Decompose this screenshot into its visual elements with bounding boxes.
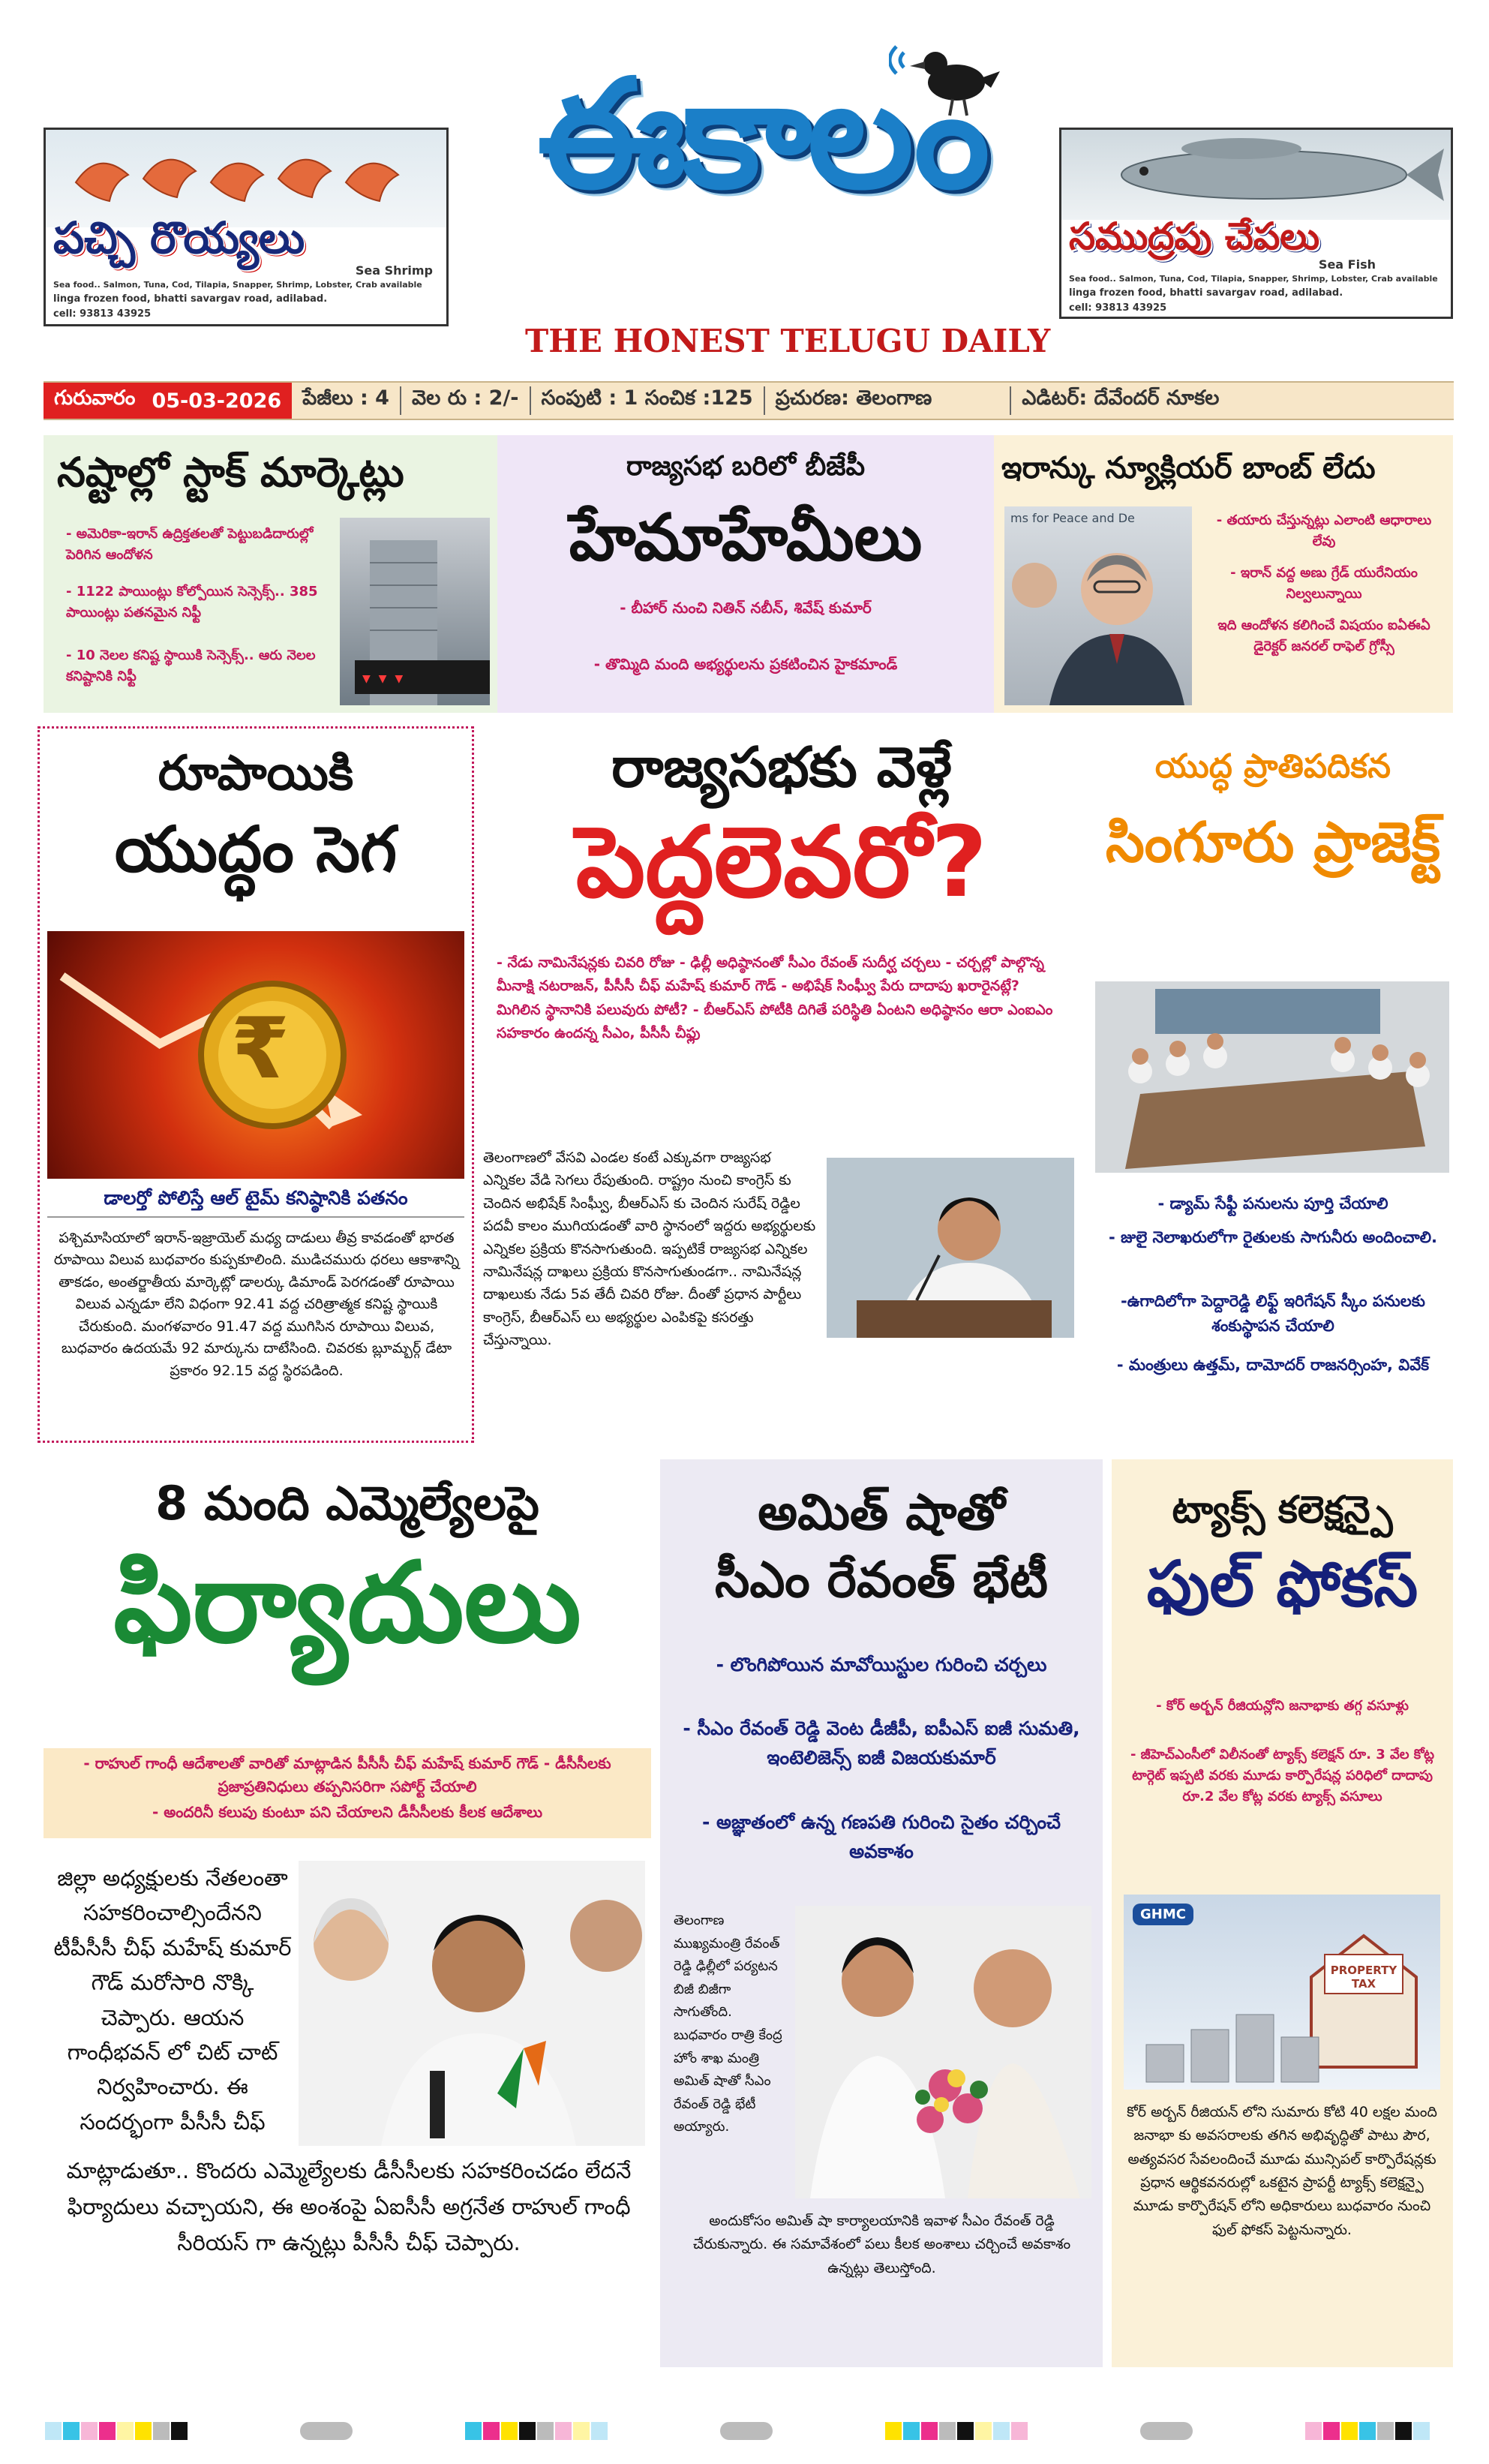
subhead: డాలర్తో పోలిస్తే ఆల్ టైమ్ కనిష్ఠానికి పతనం bbox=[104, 1187, 408, 1209]
ghmc-logo: GHMC bbox=[1133, 1904, 1193, 1925]
ad-address: linga frozen food, bhatti savargav road, adilabad. bbox=[1069, 287, 1343, 299]
story-stock-market[interactable] bbox=[44, 435, 497, 713]
pages: పేజీలు : 4 bbox=[302, 386, 389, 410]
bullet: - కోర్ అర్బన్ రీజియన్లోని జనాభాకు తగ్గ వసూళ్లు bbox=[1156, 1698, 1409, 1714]
headline: పెద్దలెవరో? bbox=[575, 805, 988, 919]
bullet: - అజ్ఞాతంలో ఉన్న గణపతి గురించి సైతం చర్చించే అవకాశం bbox=[701, 1811, 1061, 1862]
headline: సింగూరు ప్రాజెక్ట్ bbox=[1105, 810, 1441, 875]
kicker: 8 మంది ఎమ్మెల్యేలపై bbox=[155, 1476, 539, 1531]
bullet: - తయారు చేస్తున్నట్లు ఎలాంటి ఆధారాలు లేవు bbox=[1216, 512, 1432, 549]
ad-phone: cell: 93813 43925 bbox=[53, 308, 152, 320]
editor: ఎడిటర్: దేవేందర్ నూకల bbox=[1010, 386, 1229, 415]
article-body: కోర్ అర్బన్ రీజియన్ లోని సుమారు కోటి 40 లక్షల మంది జనాభా కు అవసరాలకు తగిన అభివృద్ధితో పాటు పౌర, అత్యవసర సేవలందించే మూడు మున్సిపల్ కార్పొరేషన్లకు ప్రధాన ఆర్థికవనరుల్లో ఒకటైన ప్రాపర్టీ ట్యాక్స్ కలెక్షన్పై మూడు కార్పొరేషన్ లోని అధికారులు బుధవారం నుంచి ఫుల్ ఫోకస్ పెట్టనున్నారు. bbox=[1127, 2104, 1437, 2238]
bullet: - సీఎం రేవంత్ రెడ్డి వెంట డీజీపీ, ఐపీఎస్ ఐజీ సుమతి, ఇంటెలిజెన్స్ ఐజీ విజయకుమార్ bbox=[683, 1717, 1080, 1768]
congress-leaders-photo bbox=[299, 1861, 645, 2146]
ad-subtitle: Sea Fish bbox=[1318, 257, 1376, 272]
day-date bbox=[44, 383, 292, 419]
bullet: - ఇరాన్ వద్ద అణు గ్రేడ్ యురేనియం నిల్వలున్నాయి bbox=[1230, 565, 1418, 602]
issue-date: 05-03-2026 bbox=[152, 389, 282, 413]
bullet: - మంత్రులు ఉత్తమ్, దామోదర్ రాజనర్సింహ, వివేక్ bbox=[1116, 1356, 1430, 1374]
divider bbox=[47, 1216, 464, 1218]
bullet: - డ్యామ్ సేఫ్టీ పనులను పూర్తి చేయాలి bbox=[1157, 1194, 1388, 1212]
amit-shah-revanth-photo bbox=[795, 1906, 1091, 2198]
property-tax-image bbox=[1124, 1895, 1440, 2090]
article-body: జిల్లా అధ్యక్షులకు నేతలంతా సహకరించాల్సిందేనని టీపీసీసీ చీఫ్ మహేష్ కుమార్ గౌడ్ మరోసారి నొక్కి చెప్పారు. ఆయన గాంధీభవన్ లో చిట్ చాట్ నిర్వహించారు. ఈ సందర్భంగా పీసీసీ చీఫ్ bbox=[53, 1865, 292, 2135]
property-tax-label: PROPERTY TAX bbox=[1330, 1964, 1397, 1991]
kicker: రాజ్యసభ బరిలో బీజేపీ bbox=[626, 451, 866, 482]
story-rupee-fall[interactable] bbox=[38, 726, 474, 1443]
story-bjp-rajyasabha[interactable] bbox=[497, 435, 994, 713]
kicker: రాజ్యసభకు వెళ్లే bbox=[611, 735, 952, 800]
bullet: - జీహెచ్ఎంసీలో విలీనంతో ట్యాక్స్ కలెక్షన్ రూ. 3 వేల కోట్ల టార్గెట్ ఇప్పటి వరకు మూడు కార్పొరేషన్ల పరిధిలో దాదాపు రూ.2 వేల కోట్ల వరకు ట్యాక్స్ వసూలు bbox=[1130, 1747, 1435, 1804]
official-photo bbox=[1004, 506, 1192, 705]
article-body: మాట్లాడుతూ.. కొందరు ఎమ్మెల్యేలకు డీసీసీలకు సహకరించడం లేదనే ఫిర్యాదులు వచ్చాయని, ఈ అంశంపై ఏఐసీసీ అగ్రనేత రాహుల్ గాంధీ సీరియస్ గా ఉన్నట్లు పీసీసీ చీఫ్ చెప్పారు. bbox=[66, 2158, 632, 2255]
headline: నష్టాల్లో స్టాక్ మార్కెట్లు bbox=[57, 449, 404, 496]
circulation: ప్రచురణ: తెలంగాణ bbox=[764, 386, 943, 415]
headline: హేమాహేమీలు bbox=[569, 500, 923, 575]
bullet: - బీహార్ నుంచి నితిన్ నబీన్, శివేష్ కుమార్ bbox=[620, 599, 872, 617]
ad-title: పచ్చి రొయ్యలు bbox=[53, 212, 305, 263]
story-amit-shah-meeting[interactable] bbox=[660, 1459, 1103, 2367]
kicker: యుద్ధ ప్రాతిపదికన bbox=[1154, 747, 1391, 786]
issue-info-bar bbox=[44, 381, 1454, 420]
print-color-strip bbox=[1305, 2422, 1430, 2440]
article-body: పశ్చిమాసియాలో ఇరాన్-ఇజ్రాయెల్ మధ్య దాడులు తీవ్ర కావడంతో భారత రూపాయి విలువ బుధవారం కుప్పకూలింది. ముడిచమురు ధరలు ఆకాశాన్ని తాకడం, అంతర్జాతీయ మార్కెట్లో డాలర్కు డిమాండ్ పెరగడంతో రూపాయి విలువ ఎన్నడూ లేని విధంగా 92.41 వద్ద చరిత్రాత్మక కనిష్ట స్థాయికి చేరుకుంది. మంగళవారం 91.47 వద్ద ముగిసిన రూపాయి విలువ, బుధవారం ఉదయమే 92 మార్కును దాటేసింది. చివరకు బ్లూమ్బర్గ్ డేటా ప్రకారం 92.15 వద్ద స్థిరపడింది. bbox=[53, 1230, 460, 1379]
headline: ఫిర్యాదులు bbox=[113, 1538, 581, 1667]
ad-title: సముద్రపు చేపలు bbox=[1069, 214, 1320, 258]
ad-phone: cell: 93813 43925 bbox=[1069, 302, 1167, 314]
article-body: తెలంగాణలో వేసవి ఎండల కంటే ఎక్కువగా రాజ్యసభ ఎన్నికల వేడి సెగలు రేపుతుంది. రాష్ట్రం నుంచి కాంగ్రెస్ కు చెందిన అభిషేక్ సింఘ్వీ, బీఆర్ఎస్ కు చెందిన సురేష్ రెడ్డిల పదవీ కాలం ముగియడంతో వారి స్థానంలో ఇద్దరు అభ్యర్థులకు ఎన్నికల ప్రక్రియ కొనసాగుతుంది. ఇప్పటికే రాజ్యసభ ఎన్నికల నామినేషన్ల దాఖలు ప్రక్రియ కొనసాగుతుండగా.. నామినేషన్ల దాఖలుకు నేడు 5వ తేదీ చివరి రోజు. దీంతో ప్రధాన పార్టీలు కాంగ్రెస్, బీఆర్ఎస్ లు అభ్యర్థుల ఎంపికపై కసరత్తు చేస్తున్నాయి. bbox=[483, 1149, 816, 1349]
bullet: - లొంగిపోయిన మావోయిస్టుల గురించి చర్చలు bbox=[716, 1654, 1047, 1675]
headline: ఫుల్ ఫోకస్ bbox=[1146, 1547, 1418, 1621]
kicker: అమిత్ షాతో bbox=[758, 1483, 1005, 1541]
meeting-photo bbox=[1095, 981, 1449, 1173]
bullet: -ఉగాదిలోగా పెద్దారెడ్డి లిఫ్ట్ ఇరిగేషన్ స్కీం పనులకు శంకుస్థాపన చేయాలి bbox=[1121, 1292, 1425, 1335]
masthead-logo[interactable]: ఈకాలం bbox=[537, 47, 986, 222]
bullet: - తొమ్మిది మంది అభ్యర్థులను ప్రకటించిన హైకమాండ్ bbox=[593, 655, 898, 673]
kicker: ట్యాక్స్ కలెక్షన్పై bbox=[1172, 1488, 1393, 1531]
print-color-strip bbox=[45, 2422, 188, 2440]
bullet: - అమెరికా-ఇరాన్ ఉద్రిక్తతలతో పెట్టుబడిదారుల్లో పెరిగిన ఆందోళన bbox=[66, 526, 314, 563]
registration-mark bbox=[300, 2422, 353, 2440]
bullet: - అందరినీ కలుపు కుంటూ పని చేయాలని డీసీసీలకు కీలక ఆదేశాలు bbox=[152, 1803, 543, 1821]
bullet: - జులై నెలాఖరులోగా రైతులకు సాగునీరు అందించాలి. bbox=[1109, 1228, 1437, 1246]
story-singuru-project[interactable] bbox=[1089, 726, 1457, 1443]
story-rajyasabha-candidates[interactable] bbox=[474, 726, 1089, 1443]
headline: యుద్ధం సెగ bbox=[114, 813, 398, 886]
story-mla-complaints[interactable] bbox=[44, 1459, 651, 2367]
ad-sea-fish bbox=[1059, 128, 1453, 319]
cm-revanth-photo bbox=[827, 1158, 1074, 1338]
rupee-icon: ₹ bbox=[231, 1000, 290, 1098]
svg-text:▼ ▼ ▼: ▼ ▼ ▼ bbox=[362, 671, 404, 687]
print-color-strip bbox=[885, 2422, 1028, 2440]
print-color-strip bbox=[465, 2422, 608, 2440]
bullet: - రాహుల్ గాంధీ ఆదేశాలతో వారితో మాట్లాడిన పీసీసీ చీఫ్ మహేష్ కుమార్ గౌడ్ - డీసీసీలకు ప్రజాప్రతినిధులు తప్పనిసరిగా సపోర్ట్ చేయాలి bbox=[83, 1754, 611, 1795]
masthead-tagline: THE HONEST TELUGU DAILY bbox=[525, 323, 1051, 359]
price: వెల రు : 2/- bbox=[400, 386, 530, 415]
ad-line: Sea food.. Salmon, Tuna, Cod, Tilapia, Snapper, Shrimp, Lobster, Crab available bbox=[1069, 274, 1438, 284]
registration-mark bbox=[1140, 2422, 1193, 2440]
issue-day: గురువారం bbox=[54, 386, 136, 410]
ad-subtitle: Sea Shrimp bbox=[355, 263, 433, 278]
ad-line: Sea food.. Salmon, Tuna, Cod, Tilapia, Snapper, Shrimp, Lobster, Crab available bbox=[53, 280, 422, 290]
rupee-coin-image bbox=[47, 931, 464, 1179]
fish-image bbox=[1061, 130, 1451, 220]
stock-exchange-photo bbox=[340, 518, 490, 705]
bullet: ఇది ఆందోళన కలిగించే విషయం ఐఏఈఏ డైరెక్టర్ జనరల్ రాఫెల్ గ్రోస్సీ bbox=[1217, 618, 1430, 654]
story-iran-nuclear[interactable] bbox=[994, 435, 1453, 713]
bullet: - 1122 పాయింట్లు కోల్పోయిన సెన్సెక్స్.. 385 పాయింట్లు పతనమైన నిఫ్టీ bbox=[66, 584, 318, 621]
headline: సీఎం రేవంత్ భేటీ bbox=[714, 1551, 1048, 1609]
ad-address: linga frozen food, bhatti savargav road, adilabad. bbox=[53, 293, 328, 305]
article-body: తెలంగాణ ముఖ్యమంత్రి రేవంత్ రెడ్డి ఢిల్లీలో పర్యటన బిజీ బిజీగా సాగుతోంది. బుధవారం రాత్రి కేంద్ర హోం శాఖ మంత్రి అమిత్ షాతో సీఎం రేవంత్ రెడ్డి భేటీ అయ్యారు. bbox=[674, 1913, 782, 2135]
article-body: అందుకోసం అమిత్ షా కార్యాలయానికి ఇవాళ సీఎం రేవంత్ రెడ్డి చేరుకున్నారు. ఈ సమావేశంలో పలు కీలక అంశాలు చర్చించే అవకాశం ఉన్నట్లు తెలుస్తోంది. bbox=[692, 2213, 1071, 2276]
summary: - నేడు నామినేషన్లకు చివరి రోజు - ఢిల్లీ అధిష్ఠానంతో సీఎం రేవంత్ సుదీర్ఘ చర్చలు - చర్చల్లో పాల్గొన్న మీనాక్షి నటరాజన్, పీసీసీ చీఫ్ మహేష్ కుమార్ గౌడ్ - అభిషేక్ సింఘ్వీ పేరు దాదాపు ఖరారైనట్లే? మిగిలిన స్థానానికి పలువురు పోటీ? - బీఆర్ఎస్ పోటీకి దిగితే పరిస్థితి ఏంటని అధిష్ఠానం ఆరా ఎంఐఎం సహకారం ఉందన్న సీఎం, పీసీసీ చీఫ్లు bbox=[497, 954, 1053, 1042]
ad-sea-shrimp bbox=[44, 128, 449, 326]
photo-caption: ms for Peace and De bbox=[1010, 511, 1135, 525]
story-tax-collection[interactable] bbox=[1112, 1459, 1453, 2367]
kicker: రూపాయికి bbox=[158, 746, 354, 801]
headline: ఇరాన్కు న్యూక్లియర్ బాంబ్ లేదు bbox=[1001, 451, 1376, 485]
bullet: - 10 నెలల కనిష్ట స్థాయికి సెన్సెక్స్.. ఆరు నెలల కనిష్టానికి నిఫ్టీ bbox=[66, 648, 316, 684]
volume: సంపుటి : 1 సంచిక :125 bbox=[530, 386, 764, 415]
registration-mark bbox=[720, 2422, 773, 2440]
